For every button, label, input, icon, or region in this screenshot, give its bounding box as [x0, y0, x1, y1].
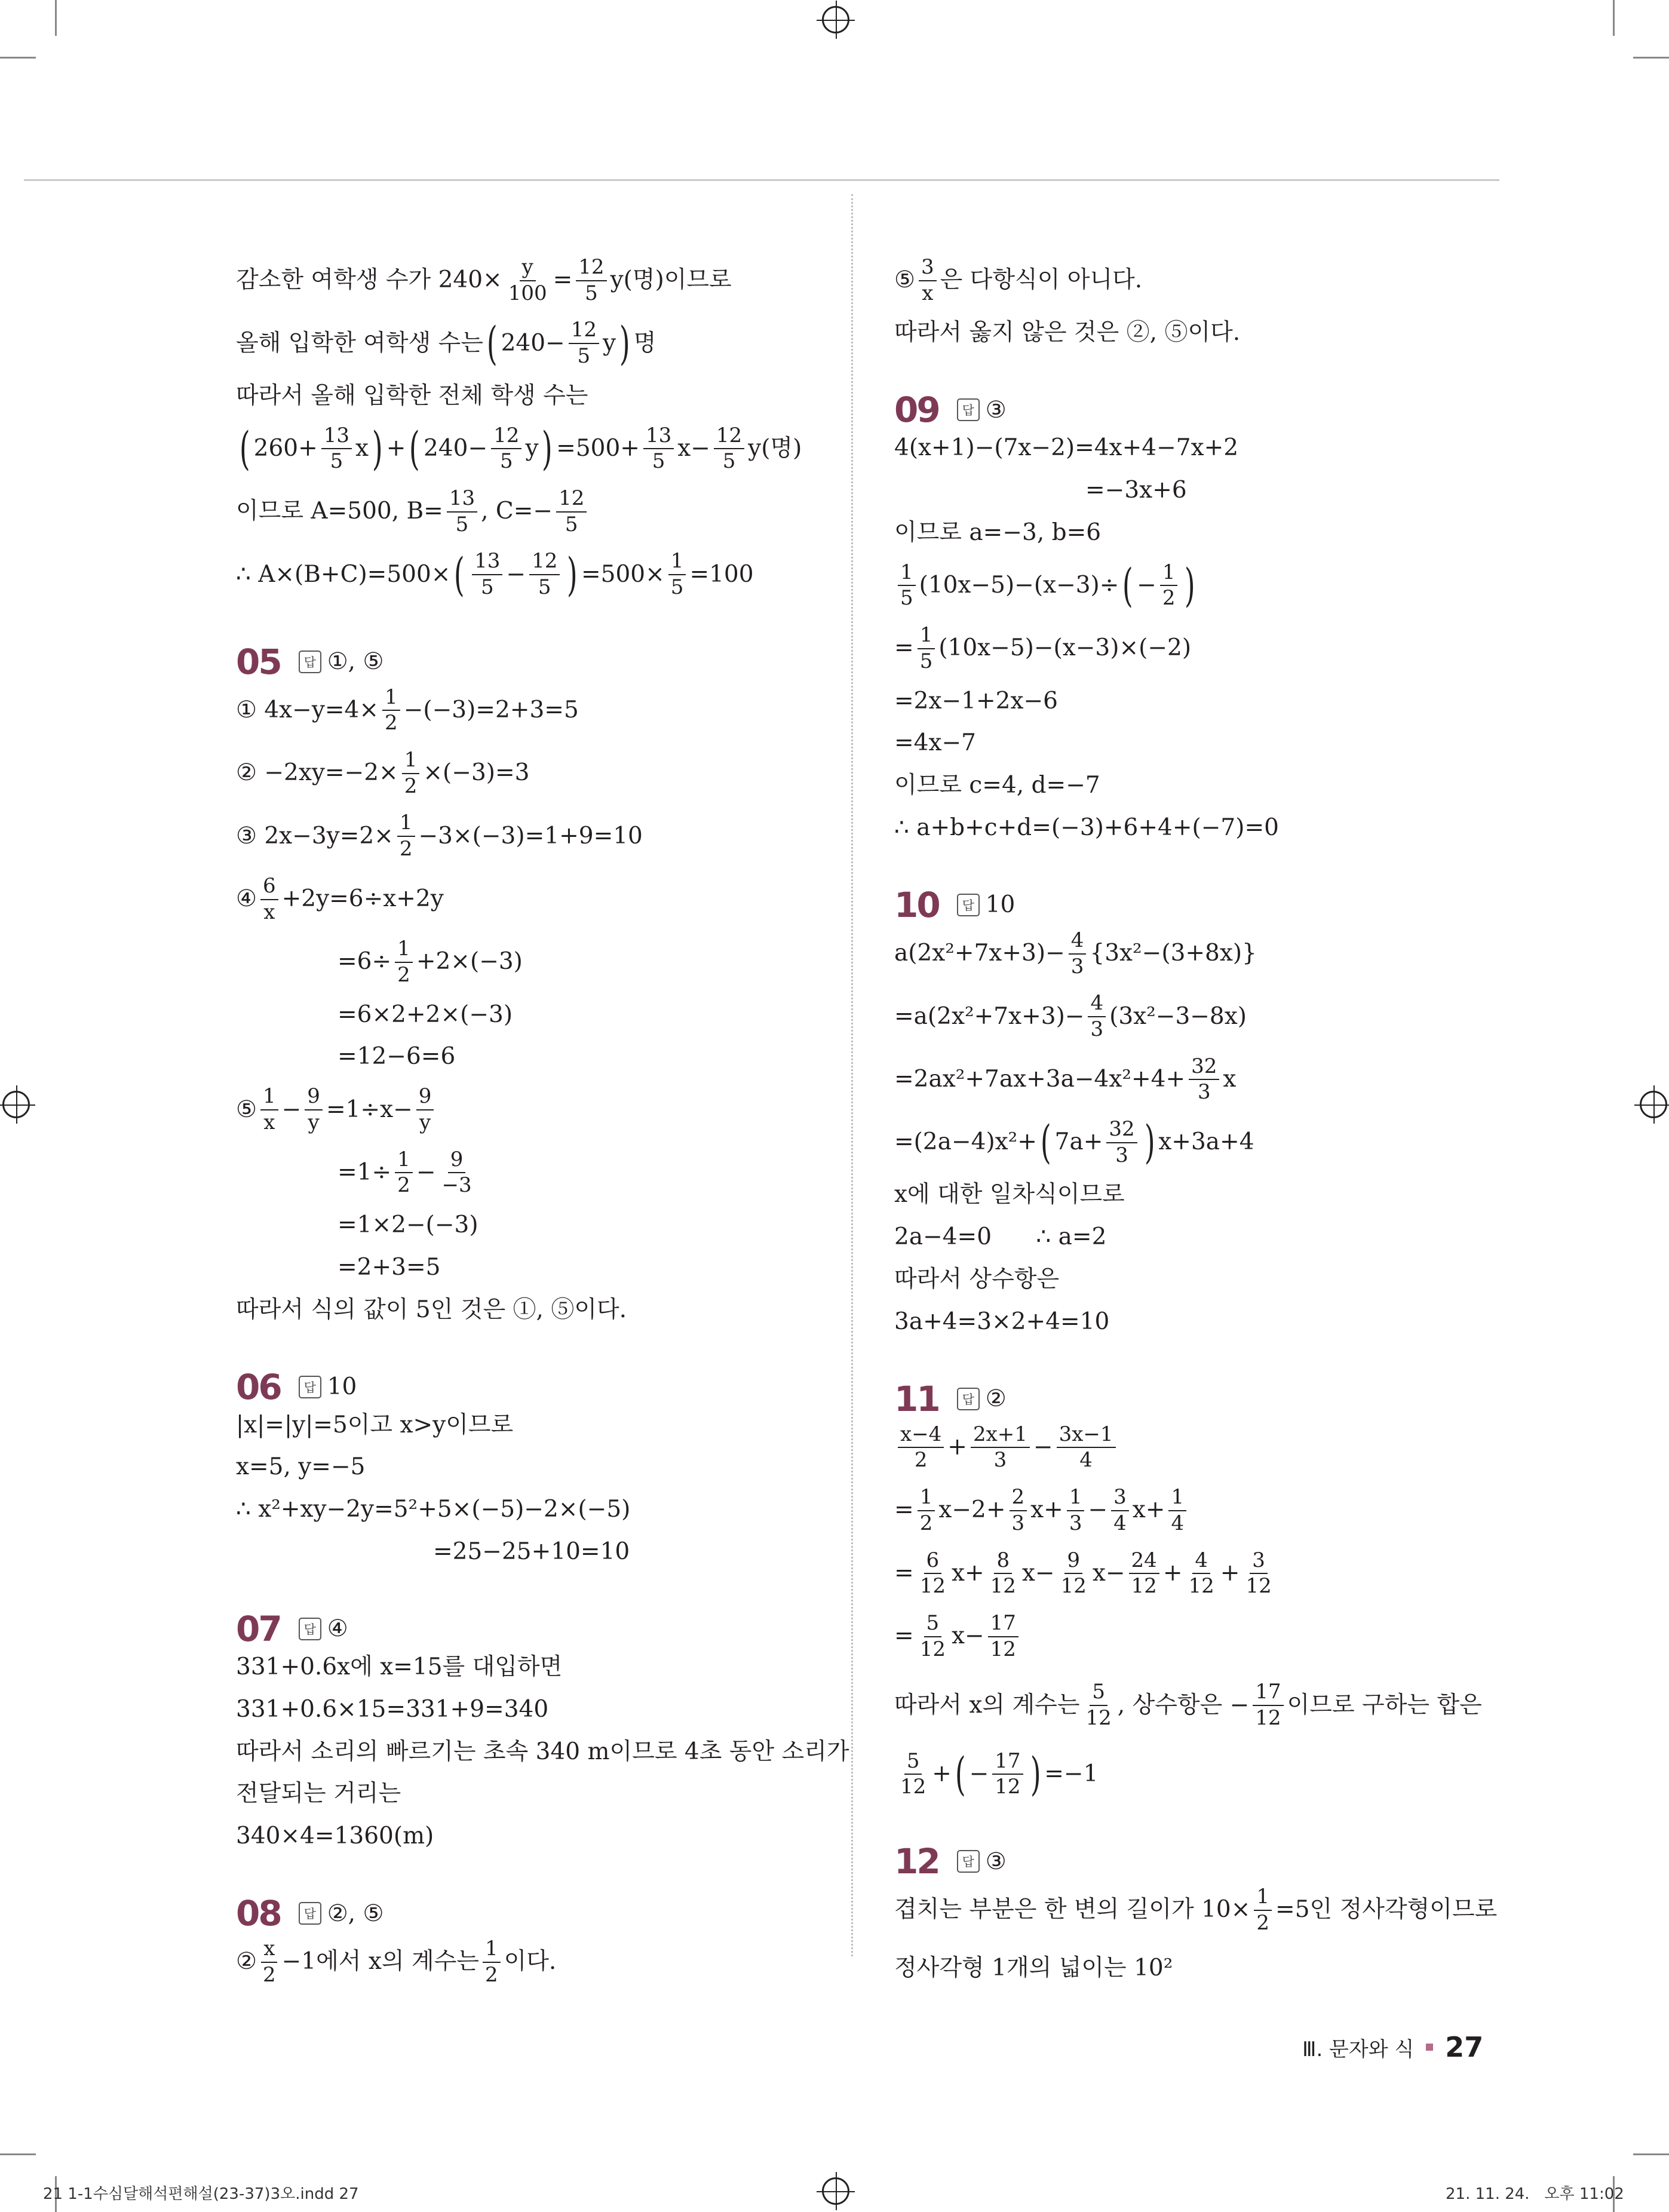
q07-line: 340×4=1360(m) [236, 1823, 434, 1850]
answer-icon: 답 [957, 1388, 980, 1410]
fraction: $\frac{x-4}{2}$ [898, 1424, 944, 1471]
answer-value: 10 [985, 891, 1015, 919]
fraction: $\frac{12}{5}$ [556, 488, 587, 535]
answer-value: ④ [327, 1615, 348, 1643]
crop-mark [0, 2153, 36, 2155]
fraction: $\frac{x}{2}$ [260, 1938, 278, 1986]
q12-line: 정사각형 1개의 넓이는 10² [894, 1955, 1173, 1982]
page-frame [24, 179, 1499, 217]
fraction: $\frac{3x-1}{4}$ [1057, 1424, 1116, 1471]
fraction: $\frac{13}{5}$ [643, 425, 674, 473]
fraction: $\frac{6}{12}$ [919, 1548, 946, 1599]
fraction: $\frac{12}{5}$ [491, 425, 521, 473]
answer-icon: 답 [299, 1618, 321, 1640]
fraction: $\frac{5}{12}$ [900, 1748, 926, 1799]
q11-line: 따라서 x의 계수는 $\frac{5}{12}$ , 상수항은 − $\frac{17}{12}$ 이므로 구하는 합은 [894, 1680, 1482, 1730]
cont-line: ⑤ $\frac{3}{x}$ 은 다항식이 아니다. [894, 255, 1143, 305]
q09-line: =−3x+6 [1085, 477, 1187, 504]
q10-line: =a(2x²+7x+3)− $\frac{4}{3}$ (3x²−3−8x) [894, 991, 1247, 1041]
registration-mark-icon [1640, 1091, 1667, 1118]
fraction: $\frac{1}{2}$ [483, 1938, 501, 1986]
q10-line: x에 대한 일차식이므로 [894, 1181, 1125, 1208]
q05-line: =6÷ $\frac{1}{2}$ +2×(−3) [338, 937, 523, 987]
question-number: 09 [894, 389, 939, 431]
crop-mark [1633, 57, 1669, 59]
q05-line: =6×2+2×(−3) [338, 1001, 513, 1028]
registration-mark-icon [2, 1091, 30, 1118]
column-divider [851, 194, 853, 1956]
q11-line: $\frac{5}{12}$ + ( − $\frac{17}{12}$ ) =−1 [894, 1751, 1492, 1798]
q07-line: 331+0.6x에 x=15를 대입하면 [236, 1653, 563, 1680]
fraction: $\frac{13}{5}$ [472, 551, 502, 598]
q10-line: =2ax²+7ax+3a−4x²+4+ $\frac{32}{3}$ x [894, 1054, 1237, 1105]
question-number: 06 [236, 1366, 281, 1407]
q05-line: ① 4x−y=4× $\frac{1}{2}$ −(−3)=2+3=5 [236, 685, 579, 735]
intro-line-4: ( 260+ $\frac{13}{5}$ x ) + ( 240− $\frac{12}{5}$ y ) =500+ $\frac{13}{5}$ x− $\frac{12}{5}$ y(명) [239, 422, 802, 475]
fraction: $\frac{12}{5}$ [576, 257, 606, 304]
answer-value: ② [985, 1385, 1007, 1413]
right-column [894, 255, 1498, 1982]
q11-line: = $\frac{6}{12}$ x+ $\frac{8}{12}$ x− $\frac{9}{12}$ x− $\frac{24}{12}$ + $\frac{4}{12}$ + $\frac{3}{12}$ [894, 1550, 1492, 1597]
page-number: 27 [1445, 2031, 1484, 2063]
answer-value: ③ [985, 396, 1007, 424]
fraction: $\frac{2}{3}$ [1010, 1487, 1027, 1534]
left-column [236, 255, 849, 1987]
fraction: $\frac{3}{x}$ [919, 257, 937, 304]
fraction: $\frac{4}{3}$ [1088, 993, 1106, 1040]
q09-line: 이므로 a=−3, b=6 [894, 519, 1102, 546]
answer-icon: 답 [299, 1376, 321, 1398]
fraction: $\frac{12}{5}$ [714, 425, 744, 473]
intro-line-5: 이므로 A=500, B= $\frac{13}{5}$ , C=− $\frac{12}{5}$ [236, 488, 833, 535]
fraction: $\frac{y}{100}$ [508, 255, 547, 305]
bullet-square-icon [1426, 2044, 1433, 2051]
fraction: $\frac{17}{12}$ [992, 1751, 1023, 1798]
fraction: $\frac{1}{2}$ [395, 938, 413, 986]
fraction: $\frac{1}{5}$ [918, 625, 935, 672]
q09-line: =2x−1+2x−6 [894, 687, 1058, 714]
q07-line: 전달되는 거리는 [236, 1780, 401, 1808]
fraction: $\frac{1}{2}$ [1254, 1886, 1272, 1934]
q07-line: 331+0.6×15=331+9=340 [236, 1695, 549, 1723]
answer-icon: 답 [299, 651, 321, 673]
q09-line: $\frac{1}{5}$ (10x−5)−(x−3)÷ ( − $\frac{1}{2}$ ) [894, 562, 1492, 609]
q10-line: 따라서 상수항은 [894, 1266, 1060, 1293]
question-number: 11 [894, 1378, 939, 1419]
question-header-05 [236, 642, 833, 682]
fraction: $\frac{24}{12}$ [1129, 1550, 1159, 1597]
question-header-06 [236, 1367, 833, 1407]
fraction: $\frac{32}{3}$ [1189, 1056, 1219, 1103]
section-title: Ⅲ. 문자와 식 [1302, 2037, 1415, 2061]
q05-line: ② −2xy=−2× $\frac{1}{2}$ ×(−3)=3 [236, 748, 530, 798]
crop-mark [1633, 2153, 1669, 2155]
intro-line-6: ∴ A×(B+C)=500× ( $\frac{13}{5}$ − $\frac{12}{5}$ ) =500× $\frac{1}{5}$ =100 [236, 547, 754, 601]
q09-line: = $\frac{1}{5}$ (10x−5)−(x−3)×(−2) [894, 623, 1192, 673]
fraction: $\frac{8}{12}$ [990, 1548, 1016, 1599]
answer-icon: 답 [957, 398, 980, 421]
fraction: $\frac{17}{12}$ [1253, 1682, 1283, 1729]
fraction: $\frac{1}{2}$ [402, 750, 420, 797]
q11-line: = $\frac{1}{2}$ x−2+ $\frac{2}{3}$ x+ $\frac{1}{3}$ − $\frac{3}{4}$ x+ $\frac{1}{4}$ [894, 1487, 1492, 1534]
answer-value: ③ [985, 1848, 1007, 1875]
fraction: $\frac{3}{12}$ [1245, 1548, 1272, 1599]
question-header-07 [236, 1609, 833, 1649]
q05-line: =1×2−(−3) [338, 1211, 478, 1239]
q09-line: ∴ a+b+c+d=(−3)+6+4+(−7)=0 [894, 814, 1279, 842]
fraction: $\frac{5}{12}$ [919, 1610, 946, 1661]
fraction: $\frac{1}{2}$ [918, 1487, 935, 1534]
q06-line: |x|=|y|=5이고 x>y이므로 [236, 1411, 514, 1438]
crop-mark [0, 57, 36, 59]
intro-line-1: 감소한 여학생 수가 240× $\frac{y}{100}$ = $\frac{12}{5}$ y(명)이므로 [236, 255, 732, 305]
answer-value: ①, ⑤ [327, 648, 384, 676]
print-slug-left: 21 1-1수심달해석편해설(23-37)3오.indd 27 [43, 2185, 359, 2203]
fraction: $\frac{3}{4}$ [1111, 1487, 1129, 1534]
q07-line: 따라서 소리의 빠르기는 초속 340 m이므로 4초 동안 소리가 [236, 1738, 849, 1765]
fraction: $\frac{1}{5}$ [668, 551, 686, 598]
crop-mark [1613, 0, 1615, 36]
question-number: 08 [236, 1893, 281, 1934]
crop-mark [55, 0, 57, 36]
answer-icon: 답 [957, 894, 980, 916]
fraction: $\frac{1}{3}$ [1067, 1487, 1085, 1534]
q05-line: 따라서 식의 값이 5인 것은 ①, ⑤이다. [236, 1296, 627, 1323]
q12-line: 겹치는 부분은 한 변의 길이가 10× $\frac{1}{2}$ =5인 정사각형이므로 [894, 1885, 1498, 1935]
q10-line: 3a+4=3×2+4=10 [894, 1308, 1110, 1335]
question-number: 12 [894, 1841, 939, 1882]
fraction: $\frac{1}{4}$ [1168, 1487, 1186, 1534]
registration-mark-icon [822, 2177, 849, 2205]
q10-line: =(2a−4)x²+ ( 7a+ $\frac{32}{3}$ ) x+3a+4 [894, 1115, 1254, 1169]
fraction: $\frac{1}{2}$ [382, 687, 400, 734]
fraction: $\frac{2x+1}{3}$ [971, 1424, 1030, 1471]
fraction: $\frac{13}{5}$ [321, 425, 352, 473]
q05-line: =2+3=5 [338, 1253, 441, 1281]
q09-line: 이므로 c=4, d=−7 [894, 772, 1100, 799]
q05-line: ③ 2x−3y=2× $\frac{1}{2}$ −3×(−3)=1+9=10 [236, 811, 643, 861]
fraction: $\frac{12}{5}$ [529, 551, 560, 598]
q08-line: ② $\frac{x}{2}$ −1에서 x의 계수는 $\frac{1}{2}$ 이다. [236, 1937, 557, 1987]
registration-mark-icon [822, 6, 849, 33]
fraction: $\frac{9}{y}$ [416, 1086, 434, 1133]
fraction: $\frac{13}{5}$ [447, 488, 477, 535]
fraction: $\frac{1}{2}$ [1160, 562, 1178, 609]
cont-line: 따라서 옳지 않은 것은 ②, ⑤이다. [894, 319, 1241, 346]
intro-line-2: 올해 입학한 여학생 수는 ( 240− $\frac{12}{5}$ y ) 명 [236, 316, 656, 370]
fraction: $\frac{1}{x}$ [260, 1086, 278, 1133]
q06-line: ∴ x²+xy−2y=5²+5×(−5)−2×(−5) [236, 1496, 631, 1523]
fraction: $\frac{32}{3}$ [1106, 1119, 1137, 1166]
fraction: $\frac{1}{2}$ [397, 812, 415, 860]
fraction: $\frac{5}{12}$ [1085, 1680, 1112, 1730]
answer-icon: 답 [957, 1850, 980, 1873]
q05-line: =12−6=6 [338, 1043, 456, 1070]
q05-line: ④ $\frac{6}{x}$ +2y=6÷x+2y [236, 873, 444, 924]
question-header-10 [894, 885, 1492, 925]
answer-value: 10 [327, 1373, 357, 1401]
question-header-08 [236, 1893, 833, 1934]
fraction: $\frac{1}{5}$ [898, 562, 916, 609]
fraction: $\frac{9}{12}$ [1060, 1548, 1087, 1599]
fraction: $\frac{4}{12}$ [1188, 1548, 1214, 1599]
answer-value: ②, ⑤ [327, 1900, 384, 1927]
question-header-12 [894, 1841, 1492, 1882]
q06-line: =25−25+10=10 [433, 1538, 630, 1566]
q05-line: ⑤ $\frac{1}{x}$ − $\frac{9}{y}$ =1÷x− $\frac{9}{y}$ [236, 1086, 833, 1133]
fraction: $\frac{17}{12}$ [988, 1613, 1018, 1660]
q09-line: 4(x+1)−(7x−2)=4x+4−7x+2 [894, 434, 1239, 462]
question-header-11 [894, 1379, 1492, 1419]
fraction: $\frac{1}{2}$ [395, 1149, 413, 1196]
q10-line: a(2x²+7x+3)− $\frac{4}{3}$ {3x²−(3+8x)} [894, 928, 1257, 978]
question-header-09 [894, 389, 1492, 430]
q10-line: 2a−4=0 ∴ a=2 [894, 1223, 1107, 1251]
q11-line: = $\frac{5}{12}$ x− $\frac{17}{12}$ [894, 1613, 1492, 1660]
q09-line: =4x−7 [894, 729, 976, 757]
print-slug-right: 21. 11. 24. 오후 11:02 [1446, 2185, 1624, 2203]
fraction: $\frac{9}{y}$ [305, 1086, 323, 1133]
fraction: $\frac{12}{5}$ [569, 320, 599, 367]
question-number: 05 [236, 641, 281, 682]
question-number: 07 [236, 1608, 281, 1649]
q05-line: =1÷ $\frac{1}{2}$ − $\frac{9}{-3}$ [236, 1149, 833, 1196]
intro-line-3: 따라서 올해 입학한 전체 학생 수는 [236, 382, 588, 409]
q06-line: x=5, y=−5 [236, 1453, 366, 1481]
fraction: $\frac{6}{x}$ [260, 876, 278, 923]
question-number: 10 [894, 884, 939, 925]
q11-line: $\frac{x-4}{2}$ + $\frac{2x+1}{3}$ − $\frac{3x-1}{4}$ [894, 1424, 1492, 1471]
answer-icon: 답 [299, 1902, 321, 1925]
fraction: $\frac{9}{-3}$ [441, 1147, 472, 1198]
fraction: $\frac{4}{3}$ [1069, 930, 1087, 977]
running-footer [1302, 2031, 1483, 2063]
